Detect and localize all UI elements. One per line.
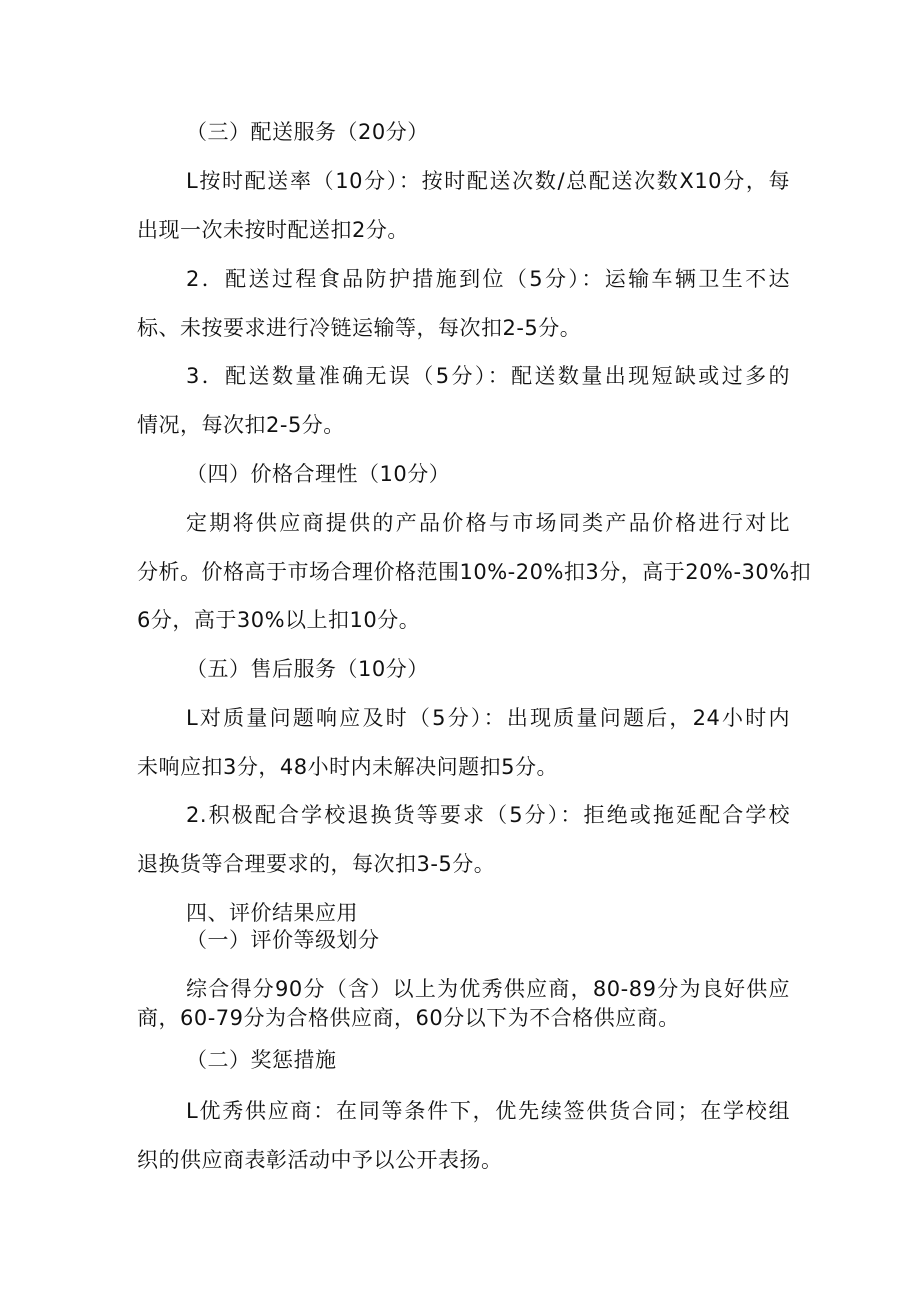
paragraph-line: 未响应扣3分，48小时内未解决问题扣5分。 <box>137 755 558 779</box>
section-heading-rewards: （二）奖惩措施 <box>186 1048 337 1072</box>
section-heading-grading: （一）评价等级划分 <box>186 928 380 952</box>
paragraph-line: 定期将供应商提供的产品价格与市场同类产品价格进行对比 <box>186 511 790 535</box>
paragraph-line: 分析。价格高于市场合理价格范围10%-20%扣3分，高于20%-30%扣 <box>137 560 812 584</box>
paragraph-line: 综合得分90分（含）以上为优秀供应商，80-89分为良好供应 <box>186 977 790 1001</box>
paragraph-line: 出现一次未按时配送扣2分。 <box>137 218 409 242</box>
paragraph-line: 3．配送数量准确无误（5分）：配送数量出现短缺或过多的 <box>186 364 790 388</box>
paragraph-line: 6分，高于30%以上扣10分。 <box>137 608 421 632</box>
paragraph-line: L优秀供应商：在同等条件下，优先续签供货合同；在学校组 <box>186 1099 790 1123</box>
section-heading-after-sales: （五）售后服务（10分） <box>186 657 429 681</box>
paragraph-line: 2．配送过程食品防护措施到位（5分）：运输车辆卫生不达 <box>186 267 790 291</box>
chapter-heading-results: 四、评价结果应用 <box>186 901 358 925</box>
paragraph-line: 退换货等合理要求的，每次扣3-5分。 <box>137 852 496 876</box>
paragraph-line: 标、未按要求进行冷链运输等，每次扣2-5分。 <box>137 316 582 340</box>
paragraph-line: 情况，每次扣2-5分。 <box>137 413 345 437</box>
section-heading-delivery: （三）配送服务（20分） <box>186 120 429 144</box>
paragraph-line: 商，60-79分为合格供应商，60分以下为不合格供应商。 <box>137 1006 680 1030</box>
paragraph-line: L按时配送率（10分）：按时配送次数/总配送次数X10分，每 <box>186 169 790 193</box>
paragraph-line: L对质量问题响应及时（5分）：出现质量问题后，24小时内 <box>186 706 790 730</box>
section-heading-price: （四）价格合理性（10分） <box>186 462 451 486</box>
paragraph-line: 织的供应商表彰活动中予以公开表扬。 <box>137 1148 503 1172</box>
paragraph-line: 2.积极配合学校退换货等要求（5分）：拒绝或拖延配合学校 <box>186 803 790 827</box>
